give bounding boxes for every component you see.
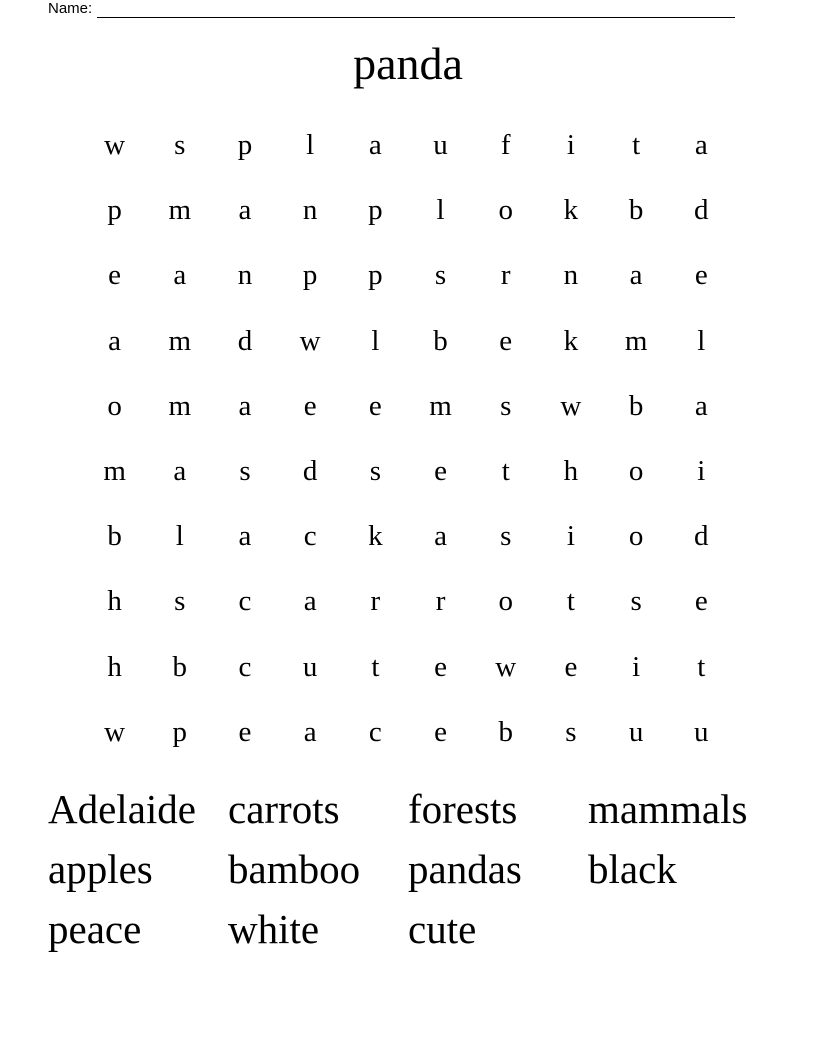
grid-letter: n — [237, 259, 253, 292]
grid-letter: b — [107, 520, 122, 553]
word-list-item: bamboo — [228, 846, 361, 892]
grid-letter: a — [368, 129, 382, 162]
grid-letter: b — [172, 650, 188, 683]
grid-letter: a — [238, 389, 252, 422]
grid-letter: m — [624, 324, 648, 357]
grid-letter: p — [107, 194, 122, 227]
grid-letter: e — [434, 650, 447, 683]
grid-letter: m — [103, 455, 126, 488]
grid-letter: r — [435, 585, 446, 618]
letter-grid — [82, 113, 734, 765]
grid-letter: w — [104, 129, 126, 162]
grid-letter: o — [628, 455, 644, 488]
grid-letter: e — [499, 324, 513, 357]
grid-letter: a — [238, 194, 252, 227]
grid-letter: w — [560, 389, 582, 422]
grid-letter: a — [303, 715, 317, 748]
grid-letter: a — [238, 520, 252, 553]
grid-letter: p — [368, 259, 383, 292]
grid-letter: e — [108, 259, 122, 292]
grid-letter: k — [563, 194, 579, 227]
puzzle-title: panda — [353, 38, 463, 89]
grid-letter: o — [107, 389, 122, 422]
grid-letter: o — [498, 194, 513, 227]
grid-letter: p — [172, 715, 188, 748]
grid-letter: s — [369, 455, 381, 488]
grid-letter: d — [694, 520, 709, 553]
name-label: Name: — [48, 0, 93, 17]
name-line — [48, 0, 735, 18]
word-list-item: forests — [408, 786, 518, 832]
grid-letter: e — [368, 389, 382, 422]
grid-letter: k — [563, 324, 579, 357]
grid-letter: m — [168, 324, 192, 357]
grid-letter: i — [697, 455, 706, 488]
grid-letter: m — [168, 194, 192, 227]
grid-letter: w — [299, 324, 321, 357]
grid-letter: s — [434, 259, 447, 292]
grid-letter: e — [694, 259, 708, 292]
grid-letter: p — [368, 194, 383, 227]
grid-letter: d — [694, 194, 709, 227]
grid-letter: a — [694, 129, 708, 162]
word-list-item: white — [228, 906, 320, 952]
grid-letter: a — [173, 455, 187, 488]
grid-letter: u — [628, 715, 644, 748]
word-list — [48, 782, 768, 962]
grid-letter: c — [303, 520, 317, 553]
grid-letter: w — [104, 715, 126, 748]
grid-letter: i — [566, 129, 575, 162]
grid-letter: b — [498, 715, 513, 748]
grid-letter: t — [566, 585, 575, 618]
grid-letter: f — [500, 129, 511, 162]
word-list-item: peace — [48, 906, 142, 952]
grid-letter: c — [368, 715, 382, 748]
grid-letter: a — [434, 520, 447, 553]
grid-letter: e — [238, 715, 252, 748]
word-list-item: Adelaide — [48, 786, 196, 832]
grid-letter: l — [175, 520, 184, 553]
grid-letter: w — [495, 650, 517, 683]
grid-letter: e — [434, 715, 447, 748]
grid-letter: s — [500, 389, 512, 422]
grid-letter: h — [563, 455, 579, 488]
grid-letter: s — [630, 585, 642, 618]
grid-letter: l — [436, 194, 445, 227]
grid-letter: c — [238, 650, 252, 683]
grid-letter: k — [368, 520, 383, 553]
grid-letter: t — [697, 650, 706, 683]
grid-letter: l — [371, 324, 380, 357]
grid-letter: e — [564, 650, 578, 683]
grid-letter: u — [694, 715, 709, 748]
grid-letter: p — [302, 259, 318, 292]
grid-letter: d — [302, 455, 318, 488]
grid-letter: h — [107, 585, 122, 618]
grid-letter: s — [174, 585, 186, 618]
grid-letter: s — [239, 455, 251, 488]
grid-letter: o — [628, 520, 644, 553]
grid-letter: e — [434, 455, 447, 488]
grid-letter: a — [629, 259, 643, 292]
grid-letter: e — [303, 389, 317, 422]
word-list-item: cute — [408, 906, 477, 952]
word-list-item: mammals — [588, 786, 748, 832]
grid-letter: i — [632, 650, 641, 683]
grid-letter: d — [237, 324, 253, 357]
grid-letter: s — [174, 129, 186, 162]
grid-letter: a — [303, 585, 317, 618]
word-list-item: black — [588, 846, 677, 892]
word-list-item: apples — [48, 846, 153, 892]
grid-letter: i — [566, 520, 575, 553]
grid-letter: p — [237, 129, 253, 162]
grid-letter: b — [628, 194, 644, 227]
grid-letter: n — [563, 259, 579, 292]
grid-letter: l — [697, 324, 706, 357]
grid-letter: t — [632, 129, 641, 162]
grid-letter: r — [500, 259, 511, 292]
grid-letter: a — [173, 259, 187, 292]
grid-letter: u — [302, 650, 318, 683]
grid-letter: b — [433, 324, 448, 357]
grid-letter: s — [500, 520, 512, 553]
grid-letter: b — [628, 389, 644, 422]
grid-letter: s — [565, 715, 577, 748]
grid-letter: l — [306, 129, 315, 162]
grid-letter: c — [238, 585, 252, 618]
grid-letter: n — [302, 194, 318, 227]
grid-letter: o — [498, 585, 513, 618]
grid-letter: t — [371, 650, 380, 683]
grid-letter: t — [501, 455, 510, 488]
grid-letter: a — [694, 389, 708, 422]
name-underline — [97, 3, 735, 18]
grid-letter: a — [108, 324, 122, 357]
grid-letter: r — [370, 585, 381, 618]
grid-letter: u — [433, 129, 448, 162]
grid-letter: m — [429, 389, 452, 422]
grid-letter: h — [107, 650, 122, 683]
word-list-item: carrots — [228, 786, 340, 832]
grid-letter: e — [694, 585, 708, 618]
word-list-item: pandas — [408, 846, 522, 892]
grid-letter: m — [168, 389, 192, 422]
